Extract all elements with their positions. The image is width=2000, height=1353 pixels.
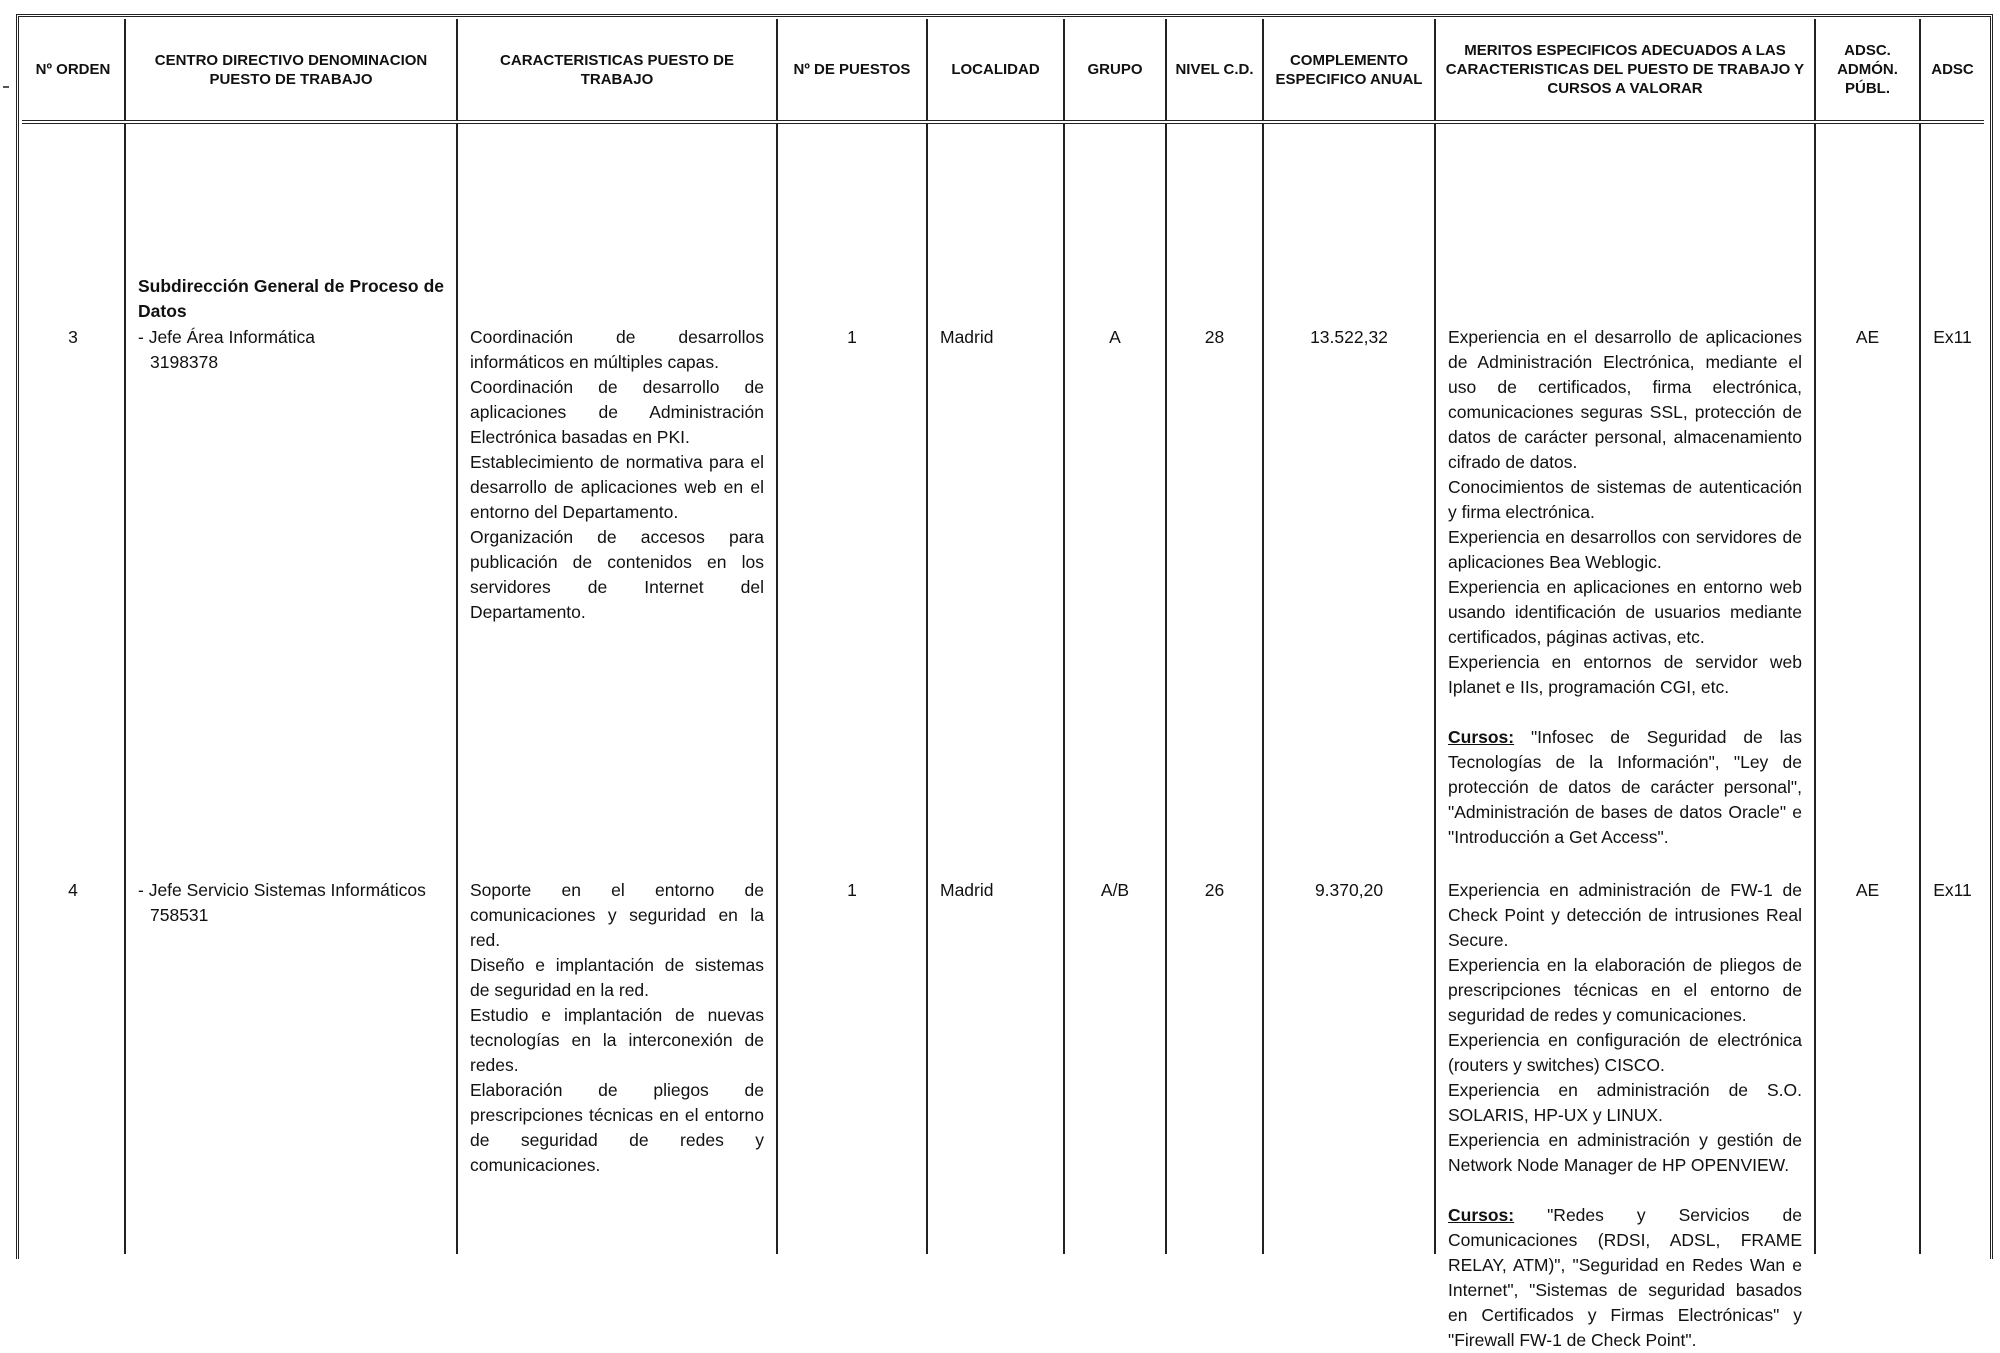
merito-item: Conocimientos de sistemas de autenticación y firma electrónica. [1448, 477, 1802, 522]
table-body-row [22, 122, 1984, 1254]
cursos-text: "Infosec de Seguridad de las Tecnologías de la Información", "Ley de protección de datos de carácter personal", "Administración de bases de datos Oracle" e "Introducción a Get Access". [1448, 727, 1802, 847]
adsc-admon-3: AE [1855, 327, 1880, 347]
caracteristica-item: Organización de accesos para publicación de contenidos en los servidores de Internet del Departamento. [470, 527, 764, 622]
merito-item: Experiencia en configuración de electrónica (routers y switches) CISCO. [1448, 1030, 1802, 1075]
orden-3: 3 [68, 327, 78, 347]
caracteristica-item: Estudio e implantación de nuevas tecnologías en la interconexión de redes. [470, 1005, 764, 1075]
header-localidad: LOCALIDAD [927, 19, 1064, 122]
header-puestos: Nº DE PUESTOS [777, 19, 927, 122]
cursos-label: Cursos: [1448, 727, 1515, 747]
caracteristica-item: Establecimiento de normativa para el desarrollo de aplicaciones web en el entorno del Departamento. [470, 452, 764, 522]
meritos-4 [1436, 878, 1814, 1353]
puestos-3: 1 [847, 327, 857, 347]
col-grupo [1064, 122, 1166, 1254]
caracteristica-item: Elaboración de pliegos de prescripciones técnicas en el entorno de seguridad de redes y comunicaciones. [470, 1080, 764, 1175]
col-adsc [1920, 122, 1984, 1254]
header-meritos: MERITOS ESPECIFICOS ADECUADOS A LAS CARACTERISTICAS DEL PUESTO DE TRABAJO Y CURSOS A VALORAR [1435, 19, 1815, 122]
header-nivel: NIVEL C.D. [1166, 19, 1263, 122]
meritos-3 [1436, 325, 1814, 850]
col-nivel [1166, 122, 1263, 1254]
header-caracteristicas: CARACTERISTICAS PUESTO DE TRABAJO [457, 19, 777, 122]
header-complemento: COMPLEMENTO ESPECIFICO ANUAL [1263, 19, 1435, 122]
col-caracteristicas [457, 122, 777, 1254]
localidad-4: Madrid [940, 880, 994, 900]
header-orden: Nº ORDEN [22, 19, 125, 122]
caracteristica-item: Soporte en el entorno de comunicaciones y seguridad en la red. [470, 880, 764, 950]
grupo-4: A/B [1100, 880, 1130, 900]
puesto-4: - Jefe Servicio Sistemas Informáticos [138, 880, 426, 900]
cursos-3 [1448, 725, 1802, 850]
header-row [22, 19, 1984, 122]
merito-item: Experiencia en administración de FW-1 de Check Point y detección de intrusiones Real Secure. [1448, 880, 1802, 950]
localidad-3: Madrid [940, 327, 994, 347]
merito-item: Experiencia en administración de S.O. SOLARIS, HP-UX y LINUX. [1448, 1080, 1802, 1125]
complemento-3: 13.522,32 [1310, 327, 1388, 347]
caracteristicas-4 [458, 878, 776, 1178]
cursos-label: Cursos: [1448, 1205, 1515, 1225]
col-meritos [1435, 122, 1815, 1350]
margin-mark [3, 86, 9, 88]
header-adsc: ADSC [1920, 19, 1984, 122]
adsc-admon-4: AE [1855, 880, 1880, 900]
caracteristicas-3 [458, 325, 776, 625]
caracteristica-item: Coordinación de desarrollo de aplicaciones de Administración Electrónica basadas en PKI. [470, 377, 764, 447]
adsc-4: Ex11 [1933, 880, 1972, 900]
puesto-3: - Jefe Área Informática [138, 327, 316, 347]
cursos-text: "Redes y Servicios de Comunicaciones (RDSI, ADSL, FRAME RELAY, ATM)", "Seguridad en Redes Wan e Internet", "Sistemas de seguridad basados en Certificados y Firmas Electrónicas" y "Firewall FW-1 de Check Point". [1448, 1205, 1802, 1350]
col-centro [125, 122, 457, 1254]
codigo-4: 758531 [150, 905, 209, 925]
nivel-4: 26 [1204, 880, 1225, 900]
header-grupo: GRUPO [1064, 19, 1166, 122]
section-title: Subdirección General de Proceso de Datos [138, 276, 444, 321]
caracteristica-item: Diseño e implantación de sistemas de seguridad en la red. [470, 955, 764, 1000]
merito-item: Experiencia en desarrollos con servidores de aplicaciones Bea Weblogic. [1448, 527, 1802, 572]
codigo-3: 3198378 [150, 352, 219, 372]
caracteristica-item: Coordinación de desarrollos informáticos en múltiples capas. [470, 327, 764, 372]
col-adsc-admon [1815, 122, 1920, 1254]
orden-4: 4 [68, 880, 78, 900]
merito-item: Experiencia en entornos de servidor web Iplanet e IIs, programación CGI, etc. [1448, 652, 1802, 697]
cursos-4 [1448, 1203, 1802, 1353]
complemento-4: 9.370,20 [1314, 880, 1384, 900]
merito-item: Experiencia en la elaboración de pliegos de prescripciones técnicas en el entorno de seguridad de redes y comunicaciones. [1448, 955, 1802, 1025]
positions-table [22, 19, 1984, 1350]
col-puestos [777, 122, 927, 1254]
merito-item: Experiencia en aplicaciones en entorno web usando identificación de usuarios mediante certificados, páginas activas, etc. [1448, 577, 1802, 647]
col-localidad [927, 122, 1064, 1254]
adsc-3: Ex11 [1933, 327, 1972, 347]
nivel-3: 28 [1204, 327, 1225, 347]
col-orden [22, 122, 125, 1254]
merito-item: Experiencia en administración y gestión de Network Node Manager de HP OPENVIEW. [1448, 1130, 1802, 1175]
header-adsc-admon: ADSC. ADMÓN. PÚBL. [1815, 19, 1920, 122]
merito-item: Experiencia en el desarrollo de aplicaciones de Administración Electrónica, mediante el uso de certificados, firma electrónica, comunicaciones seguras SSL, protección de datos de carácter personal, almacenamiento cifrado de datos. [1448, 327, 1802, 472]
grupo-3: A [1109, 327, 1121, 347]
header-centro: CENTRO DIRECTIVO DENOMINACION PUESTO DE TRABAJO [125, 19, 457, 122]
puestos-4: 1 [847, 880, 857, 900]
col-complemento [1263, 122, 1435, 1254]
